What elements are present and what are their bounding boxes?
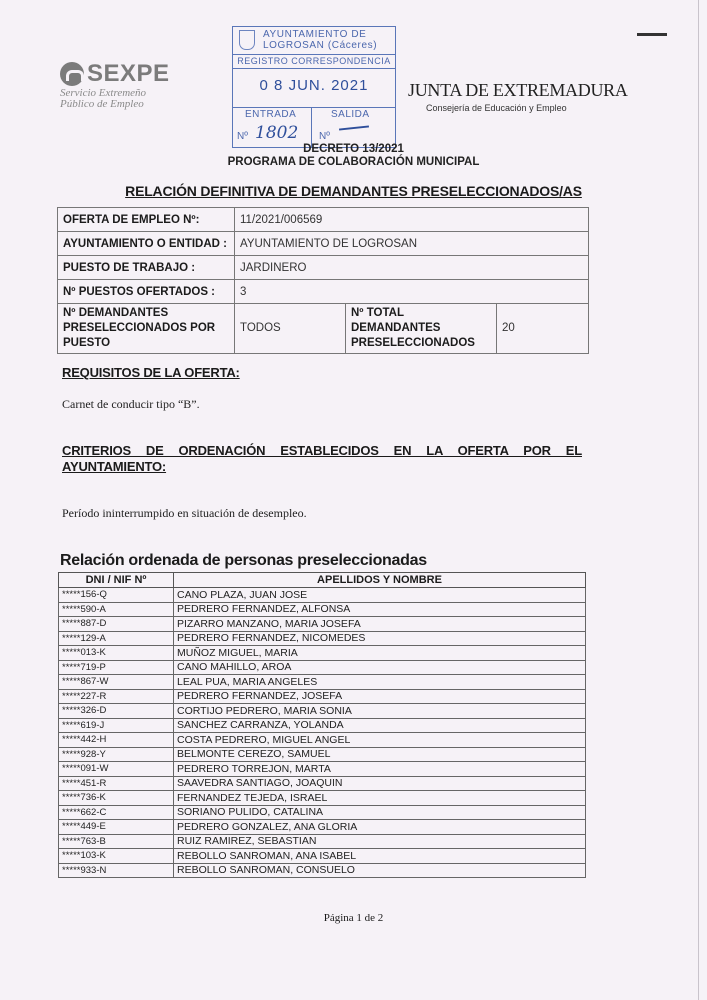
decree-title: DECRETO 13/2021 (303, 143, 404, 155)
table-row (59, 602, 586, 617)
stamp-entrada: ENTRADA (245, 109, 297, 120)
criterios-title: CRITERIOS DE ORDENACIÓN ESTABLECIDOS EN LA OFERTA POR EL AYUNTAMIENTO: (62, 443, 582, 474)
offer-table (57, 207, 589, 354)
name-cell: MUÑOZ MIGUEL, MARIA (174, 646, 586, 661)
table-row (59, 805, 586, 820)
registry-stamp (232, 26, 396, 148)
table-row (59, 820, 586, 835)
page-title: RELACIÓN DEFINITIVA DE DEMANDANTES PRESELECCIONADOS/AS (125, 183, 582, 199)
junta-title: JUNTA DE EXTREMADURA (408, 80, 628, 100)
name-cell: SAAVEDRA SANTIAGO, JOAQUIN (174, 776, 586, 791)
name-cell: LEAL PUA, MARIA ANGELES (174, 675, 586, 690)
page-footer: Página 1 de 2 (323, 912, 384, 924)
stamp-salida-mark (339, 125, 369, 130)
table-row (59, 631, 586, 646)
dni-cell: *****227-R (59, 689, 174, 704)
oferta-value: 11/2021/006569 (235, 208, 589, 232)
column-header-name: APELLIDOS Y NOMBRE (174, 573, 586, 588)
name-cell: SANCHEZ CARRANZA, YOLANDA (174, 718, 586, 733)
dni-cell: *****619-J (59, 718, 174, 733)
name-cell: PEDRERO FERNANDEZ, JOSEFA (174, 689, 586, 704)
requisitos-title: REQUISITOS DE LA OFERTA: (62, 365, 240, 380)
name-cell: SORIANO PULIDO, CATALINA (174, 805, 586, 820)
dni-cell: *****662-C (59, 805, 174, 820)
dni-cell: *****867-W (59, 675, 174, 690)
table-row (59, 588, 586, 603)
stamp-entrada-number: 1802 (255, 123, 299, 143)
table-row (59, 646, 586, 661)
stamp-no-entrada: Nº (237, 131, 248, 142)
table-row (59, 617, 586, 632)
dni-cell: *****719-P (59, 660, 174, 675)
ayuntamiento-label: AYUNTAMIENTO O ENTIDAD : (58, 232, 235, 256)
table-row (59, 704, 586, 719)
crest-icon (239, 30, 255, 50)
criterios-text: Período ininterrumpido en situación de desempleo. (62, 506, 307, 520)
table-row (59, 660, 586, 675)
name-cell: PEDRERO TORREJON, MARTA (174, 762, 586, 777)
dni-cell: *****451-R (59, 776, 174, 791)
junta-subtitle: Consejería de Educación y Empleo (426, 103, 567, 113)
dni-cell: *****933-N (59, 863, 174, 878)
dni-cell: *****928-Y (59, 747, 174, 762)
table-row (59, 718, 586, 733)
total-label: Nº TOTAL DEMANDANTES PRESELECCIONADOS (346, 304, 497, 354)
name-cell: FERNANDEZ TEJEDA, ISRAEL (174, 791, 586, 806)
sexpe-logo-text: SEXPE (87, 60, 170, 87)
table-row (59, 747, 586, 762)
stamp-line1: AYUNTAMIENTO DE (263, 29, 367, 40)
puesto-label: PUESTO DE TRABAJO : (58, 256, 235, 280)
people-table-body (59, 588, 586, 878)
table-row (59, 776, 586, 791)
sexpe-subtitle-1: Servicio Extremeño (60, 87, 147, 99)
dni-cell: *****449-E (59, 820, 174, 835)
table-row (59, 834, 586, 849)
num-puestos-value: 3 (235, 280, 589, 304)
puesto-value: JARDINERO (235, 256, 589, 280)
name-cell: PEDRERO FERNANDEZ, ALFONSA (174, 602, 586, 617)
sexpe-subtitle-2: Público de Empleo (60, 98, 144, 110)
dni-cell: *****736-K (59, 791, 174, 806)
name-cell: CANO MAHILLO, AROA (174, 660, 586, 675)
stamp-line2: LOGROSAN (Cáceres) (263, 40, 378, 51)
name-cell: RUIZ RAMIREZ, SEBASTIAN (174, 834, 586, 849)
dni-cell: *****590-A (59, 602, 174, 617)
stamp-registry: REGISTRO CORRESPONDENCIA (233, 54, 395, 69)
oferta-label: OFERTA DE EMPLEO Nº: (58, 208, 235, 232)
table-row (59, 849, 586, 864)
name-cell: REBOLLO SANROMAN, CONSUELO (174, 863, 586, 878)
stamp-salida: SALIDA (331, 109, 370, 120)
name-cell: PEDRERO GONZALEZ, ANA GLORIA (174, 820, 586, 835)
dni-cell: *****103-K (59, 849, 174, 864)
dni-cell: *****763-B (59, 834, 174, 849)
table-row (59, 689, 586, 704)
ayuntamiento-value: AYUNTAMIENTO DE LOGROSAN (235, 232, 589, 256)
stamp-divider (311, 107, 312, 147)
demandantes-label: Nº DEMANDANTES PRESELECCIONADOS POR PUESTO (58, 304, 235, 354)
dni-cell: *****129-A (59, 631, 174, 646)
name-cell: CORTIJO PEDRERO, MARIA SONIA (174, 704, 586, 719)
stamp-date: 0 8 JUN. 2021 (259, 77, 369, 94)
stamp-labels (233, 107, 395, 122)
column-header-dni: DNI / NIF Nº (59, 573, 174, 588)
name-cell: CANO PLAZA, JUAN JOSE (174, 588, 586, 603)
stamp-no-salida: Nº (319, 131, 330, 142)
name-cell: BELMONTE CEREZO, SAMUEL (174, 747, 586, 762)
junta-header (408, 80, 628, 113)
list-title: Relación ordenada de personas preseleccionadas (60, 552, 427, 569)
total-value: 20 (497, 304, 589, 354)
page-mark (637, 33, 667, 36)
name-cell: PEDRERO FERNANDEZ, NICOMEDES (174, 631, 586, 646)
table-row (59, 791, 586, 806)
table-row (59, 675, 586, 690)
num-puestos-label: Nº PUESTOS OFERTADOS : (58, 280, 235, 304)
demandantes-value: TODOS (235, 304, 346, 354)
dni-cell: *****091-W (59, 762, 174, 777)
program-title: PROGRAMA DE COLABORACIÓN MUNICIPAL (227, 156, 480, 168)
name-cell: PIZARRO MANZANO, MARIA JOSEFA (174, 617, 586, 632)
sexpe-logo (60, 60, 180, 110)
people-table (58, 572, 586, 878)
table-row (59, 733, 586, 748)
name-cell: COSTA PEDRERO, MIGUEL ANGEL (174, 733, 586, 748)
sexpe-logo-icon (60, 62, 84, 86)
dni-cell: *****887-D (59, 617, 174, 632)
requisitos-text: Carnet de conducir tipo “B”. (62, 397, 200, 411)
dni-cell: *****013-K (59, 646, 174, 661)
table-row (59, 863, 586, 878)
table-row (59, 762, 586, 777)
name-cell: REBOLLO SANROMAN, ANA ISABEL (174, 849, 586, 864)
dni-cell: *****326-D (59, 704, 174, 719)
dni-cell: *****156-Q (59, 588, 174, 603)
dni-cell: *****442-H (59, 733, 174, 748)
